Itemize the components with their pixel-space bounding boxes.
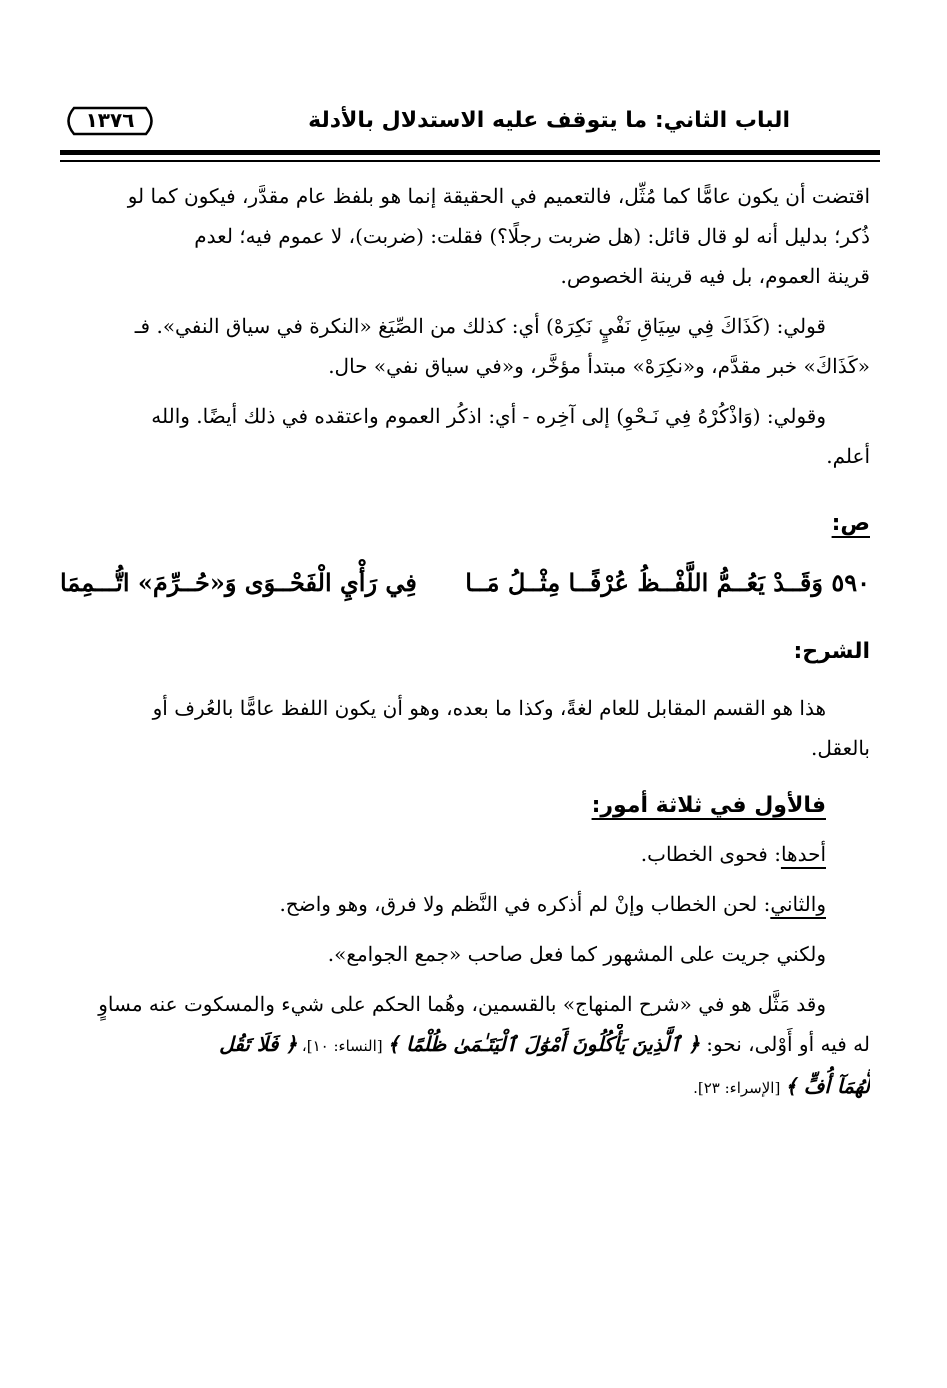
quran-reference: [الإسراء: ٢٣]. <box>693 1079 786 1097</box>
quran-quote: ﴿ ٱلَّذِينَ يَأْكُلُونَ أَمْوَٰلَ ٱلْيَتَـٰمَىٰ ظُلْمًا ﴾ <box>387 1032 700 1056</box>
spacer <box>60 296 870 306</box>
paragraph-line: ذُكر؛ بدليل أنه لو قال قائل: (هل ضربت رجلًا؟) فقلت: (ضربت)، لا عموم فيه؛ لعدم <box>194 224 870 248</box>
text-heading-label: ص: <box>831 511 870 536</box>
page-header <box>60 104 880 146</box>
verse-line <box>60 558 870 608</box>
header-rule-thin <box>60 160 880 162</box>
paragraph-line: وقد مَثَّل هو في «شرح المنهاج» بالقسمين، وهُما الحكم على شيء والمسكوت عنه مساوٍ <box>98 992 826 1016</box>
running-title: الباب الثاني: ما يتوقف عليه الاستدلال بالأدلة <box>308 108 790 133</box>
section-heading <box>60 784 870 828</box>
paragraph-line <box>60 1066 870 1108</box>
page-number-badge <box>60 104 160 138</box>
page-number: ١٣٧٦ <box>85 108 135 132</box>
list-item <box>60 884 870 924</box>
paragraph-line: قولي: (كَذَاكَ فِي سِيَاقِ نَفْيٍ نَكِرَهْ) أي: كذلك من الصِّيَغ «النكرة في سياق النفي». فـ <box>134 314 826 338</box>
paragraph-line: اقتضت أن يكون عامًّا كما مُثِّل، فالتعميم في الحقيقة إنما هو بلفظ عام مقدَّر، فيكون كما لو <box>127 184 870 208</box>
spacer <box>60 768 870 784</box>
commentary-heading: الشرح: <box>793 639 870 664</box>
item-text: : لحن الخطاب وإنْ لم أذكره في النَّظم ولا فرق، وهو واضح. <box>279 892 771 916</box>
list-item <box>60 834 870 874</box>
paragraph-line: هذا هو القسم المقابل للعام لغةً، وكذا ما بعده، وهو أن يكون اللفظ عامًّا بالعُرف أو <box>152 696 826 720</box>
page-body <box>60 176 870 1108</box>
item-label: والثاني <box>770 892 826 916</box>
paragraph-line: وقولي: (وَاذْكُرْهُ فِي نَـحْوِ) إلى آخِره - أي: اذكُر العموم واعتقده في ذلك أيضًا. والله <box>151 404 826 428</box>
paragraph-line: قرينة العموم، بل فيه قرينة الخصوص. <box>560 264 870 288</box>
text-run: له فيه أو أَوْلى، نحو: <box>699 1032 870 1056</box>
spacer <box>60 608 870 630</box>
quran-reference: [النساء: ١٠]، <box>297 1037 388 1055</box>
spacer <box>60 476 870 502</box>
paragraph-line: ولكني جريت على المشهور كما فعل صاحب «جمع الجوامع». <box>327 942 826 966</box>
spacer <box>60 386 870 396</box>
spacer <box>60 674 870 688</box>
spacer <box>60 546 870 558</box>
quran-quote: لَّهُمَآ أُفٍّ ﴾ <box>785 1074 870 1098</box>
spacer <box>60 924 870 934</box>
paragraph-line: بالعقل. <box>810 736 870 760</box>
section-heading-label: فالأول في ثلاثة أمور: <box>591 793 826 818</box>
spacer <box>60 874 870 884</box>
item-label: أحدها <box>780 842 826 866</box>
paragraph-line <box>60 1024 870 1066</box>
verse-second-hemistich: فِي رَأْيِ الْفَحْــوَى وَ«حُــرِّمَ» اتُّـــمِمَا <box>60 568 417 597</box>
text-heading <box>60 502 870 546</box>
verse-first-hemistich: ٥٩٠ وَقَــدْ يَعُــمُّ اللَّفْــظُ عُرْفًــا مِثْــلُ مَــا <box>465 568 870 597</box>
quran-quote: ﴿ فَلَا تَقُل <box>219 1032 298 1056</box>
paragraph-line: «كَذَاكَ» خبر مقدَّم، و«نكِرَهْ» مبتدأ مؤخَّر، و«في سياق نفي» حال. <box>328 354 870 378</box>
spacer <box>60 974 870 984</box>
paragraph-line: أعلم. <box>826 444 870 468</box>
item-text: : فحوى الخطاب. <box>640 842 781 866</box>
header-rule-thick <box>60 150 880 155</box>
